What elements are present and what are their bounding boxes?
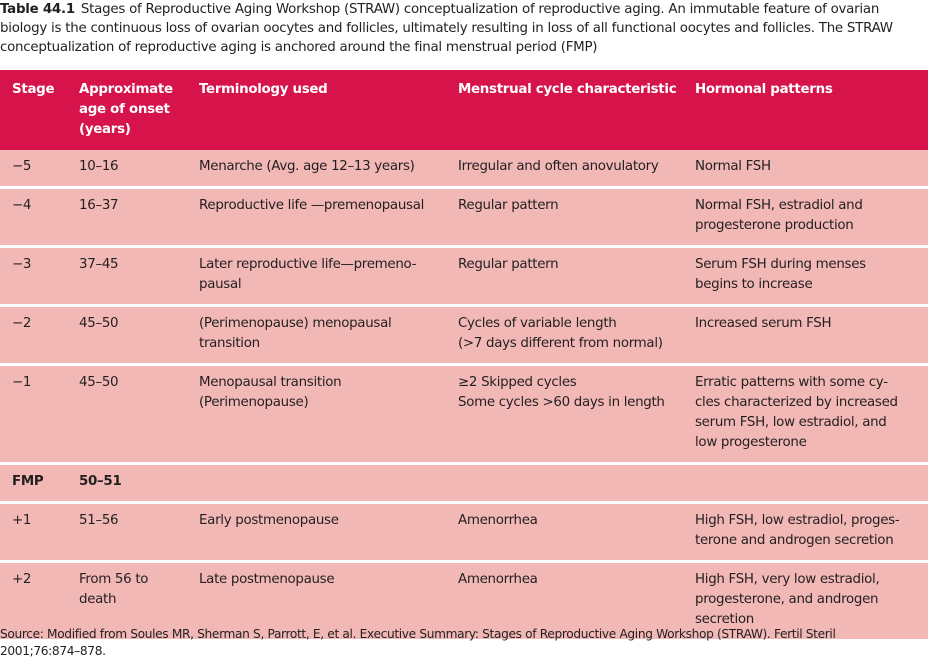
- cell-text-line: progesterone production: [695, 218, 854, 233]
- header-text-line: Approximate: [79, 82, 173, 97]
- header-text-line: (years): [79, 122, 131, 137]
- cell-age-of-onset: [67, 247, 187, 306]
- cell-text-line: cles characterized by increased: [695, 395, 898, 410]
- cell-text-line: Amenorrhea: [458, 513, 538, 528]
- header-menstrual-cycle: [446, 70, 683, 150]
- header-text-line: Stage: [12, 82, 55, 97]
- header-age-of-onset: [67, 70, 187, 150]
- cell-stage: −2: [12, 316, 32, 331]
- cell-text-line: Irregular and often anovulatory: [458, 159, 659, 174]
- cell-text-line: High FSH, very low estradiol,: [695, 572, 880, 587]
- cell-menstrual-cycle: [446, 365, 683, 464]
- cell-stage: +1: [12, 513, 32, 528]
- cell-text-line: death: [79, 592, 117, 607]
- cell-text-line: progesterone, and androgen: [695, 592, 879, 607]
- cell-text-line: ≥2 Skipped cycles: [458, 375, 577, 390]
- cell-age-of-onset: [67, 365, 187, 464]
- cell-terminology: [187, 464, 446, 503]
- cell-text-line: 45–50: [79, 375, 119, 390]
- cell-hormonal-patterns: [683, 306, 928, 365]
- cell-menstrual-cycle: [446, 503, 683, 562]
- cell-age-of-onset: [67, 306, 187, 365]
- cell-hormonal-patterns: [683, 464, 928, 503]
- cell-terminology: [187, 150, 446, 188]
- cell-hormonal-patterns: [683, 503, 928, 562]
- source-line: Source: Modified from Soules MR, Sherman S, Parrott, E, et al. Executive Summary: Stages of Reproductive Aging Workshop (STRAW). Fertil Steril: [0, 627, 836, 641]
- table-caption: [0, 0, 928, 57]
- cell-text-line: Menarche (Avg. age 12–13 years): [199, 159, 415, 174]
- cell-text-line: High FSH, low estradiol, proges-: [695, 513, 900, 528]
- cell-age-of-onset: [67, 150, 187, 188]
- cell-terminology: [187, 306, 446, 365]
- cell-age-of-onset: [67, 464, 187, 503]
- cell-text-line: 45–50: [79, 316, 119, 331]
- source-line: 2001;76:874–878.: [0, 644, 106, 658]
- table-header-row: [0, 70, 928, 150]
- cell-age-of-onset: [67, 188, 187, 247]
- cell-terminology: [187, 503, 446, 562]
- header-hormonal-patterns: [683, 70, 928, 150]
- cell-text-line: 50–51: [79, 474, 122, 489]
- cell-text-line: Early postmenopause: [199, 513, 339, 528]
- cell-text-line: From 56 to: [79, 572, 149, 587]
- cell-text-line: low progesterone: [695, 435, 807, 450]
- table-row: [0, 150, 928, 188]
- header-text-line: Hormonal patterns: [695, 82, 833, 97]
- cell-text-line: Later reproductive life—premeno-: [199, 257, 417, 272]
- cell-text-line: Amenorrhea: [458, 572, 538, 587]
- cell-text-line: Serum FSH during menses: [695, 257, 866, 272]
- cell-text-line: 16–37: [79, 198, 119, 213]
- table-row: [0, 188, 928, 247]
- source-note: [0, 626, 928, 660]
- cell-text-line: (>7 days different from normal): [458, 336, 663, 351]
- table-row: [0, 306, 928, 365]
- cell-text-line: Menopausal transition: [199, 375, 342, 390]
- cell-text-line: pausal: [199, 277, 242, 292]
- header-text-line: Menstrual cycle characteristic: [458, 82, 677, 97]
- cell-stage: +2: [12, 572, 32, 587]
- cell-text-line: serum FSH, low estradiol, and: [695, 415, 887, 430]
- table-row: [0, 503, 928, 562]
- cell-hormonal-patterns: [683, 150, 928, 188]
- cell-text-line: Erratic patterns with some cy-: [695, 375, 888, 390]
- header-text-line: Terminology used: [199, 82, 328, 97]
- table-label: Table 44.1: [0, 2, 75, 17]
- cell-text-line: (Perimenopause) menopausal: [199, 316, 392, 331]
- table-body: [0, 150, 928, 639]
- cell-text-line: 51–56: [79, 513, 119, 528]
- cell-text-line: Cycles of variable length: [458, 316, 617, 331]
- cell-text-line: terone and androgen secretion: [695, 533, 894, 548]
- cell-menstrual-cycle: [446, 150, 683, 188]
- cell-stage: −1: [12, 375, 32, 390]
- caption-text: Stages of Reproductive Aging Workshop (STRAW) conceptualization of reproductive aging. An immutable feature of ovarian biology is the continuous loss of ovarian oocytes and follicles, ultimately resulting in loss of all functional oocytes and follicles. The STRAW conceptualization of reproductive aging is anchored around the final menstrual period (FMP): [0, 2, 893, 55]
- cell-terminology: [187, 188, 446, 247]
- cell-hormonal-patterns: [683, 365, 928, 464]
- table-row: [0, 247, 928, 306]
- cell-menstrual-cycle: [446, 247, 683, 306]
- cell-terminology: [187, 247, 446, 306]
- cell-text-line: Regular pattern: [458, 257, 559, 272]
- cell-text-line: Late postmenopause: [199, 572, 335, 587]
- cell-menstrual-cycle: [446, 188, 683, 247]
- cell-stage: −3: [12, 257, 32, 272]
- cell-stage: −4: [12, 198, 32, 213]
- header-text-line: age of onset: [79, 102, 170, 117]
- cell-text-line: begins to increase: [695, 277, 813, 292]
- cell-text-line: Increased serum FSH: [695, 316, 832, 331]
- cell-text-line: 10–16: [79, 159, 119, 174]
- cell-text-line: Regular pattern: [458, 198, 559, 213]
- cell-text-line: Normal FSH, estradiol and: [695, 198, 863, 213]
- cell-text-line: transition: [199, 336, 260, 351]
- cell-hormonal-patterns: [683, 247, 928, 306]
- cell-menstrual-cycle: [446, 464, 683, 503]
- cell-text-line: 37–45: [79, 257, 119, 272]
- cell-text-line: secretion: [695, 612, 754, 627]
- cell-hormonal-patterns: [683, 188, 928, 247]
- header-terminology: [187, 70, 446, 150]
- cell-text-line: Reproductive life —premenopausal: [199, 198, 425, 213]
- cell-menstrual-cycle: [446, 306, 683, 365]
- cell-text-line: (Perimenopause): [199, 395, 309, 410]
- cell-text-line: Some cycles >60 days in length: [458, 395, 665, 410]
- header-stage: [0, 70, 67, 150]
- cell-stage: FMP: [12, 474, 44, 489]
- table-row-fmp: [0, 464, 928, 503]
- cell-text-line: Normal FSH: [695, 159, 771, 174]
- table-row: [0, 365, 928, 464]
- cell-terminology: [187, 365, 446, 464]
- straw-stages-table: [0, 70, 928, 639]
- cell-age-of-onset: [67, 503, 187, 562]
- cell-stage: −5: [12, 159, 32, 174]
